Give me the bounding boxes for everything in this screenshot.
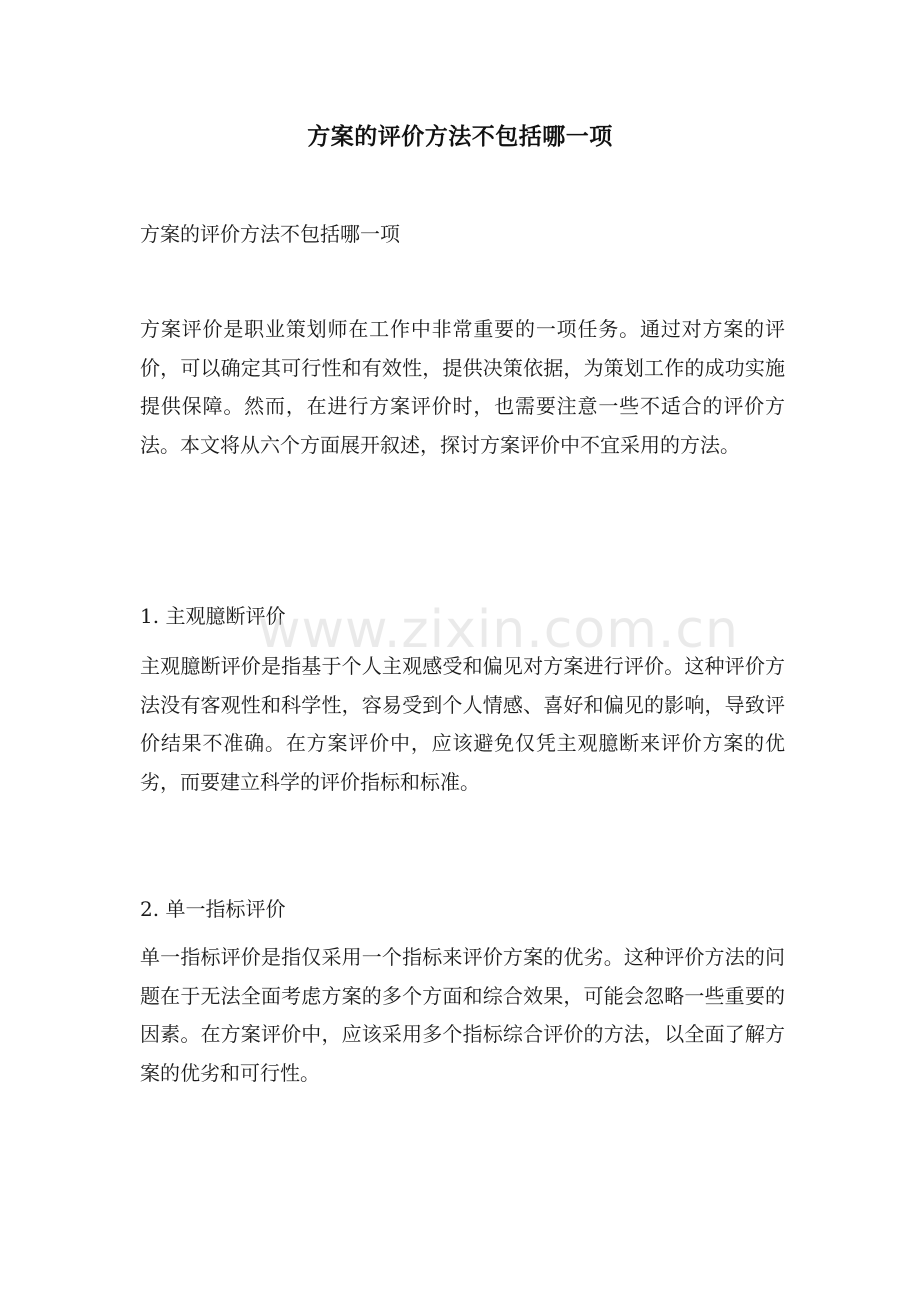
intro-paragraph: 方案评价是职业策划师在工作中非常重要的一项任务。通过对方案的评价，可以确定其可行性和有效性，提供决策依据，为策划工作的成功实施提供保障。然而，在进行方案评价时，也需要注意一些不适合的评价方法。本文将从六个方面展开叙述，探讨方案评价中不宜采用的方法。 (140, 317, 785, 457)
section-body-1: 主观臆断评价是指基于个人主观感受和偏见对方案进行评价。这种评价方法没有客观性和科学性，容易受到个人情感、喜好和偏见的影响，导致评价结果不准确。在方案评价中，应该避免仅凭主观臆断来评价方案的优劣，而要建立科学的评价指标和标准。 (140, 654, 785, 794)
document-title: 方案的评价方法不包括哪一项 (307, 123, 613, 150)
section-heading-1: 1. 主观臆断评价 (140, 604, 286, 628)
document-subtitle: 方案的评价方法不包括哪一项 (140, 222, 400, 246)
watermark: www.zixin.com.cn (258, 600, 739, 660)
section-body-2: 单一指标评价是指仅采用一个指标来评价方案的优劣。这种评价方法的问题在于无法全面考虑方案的多个方面和综合效果，可能会忽略一些重要的因素。在方案评价中，应该采用多个指标综合评价的方法，以全面了解方案的优劣和可行性。 (140, 945, 785, 1085)
section-heading-2: 2. 单一指标评价 (140, 897, 286, 921)
